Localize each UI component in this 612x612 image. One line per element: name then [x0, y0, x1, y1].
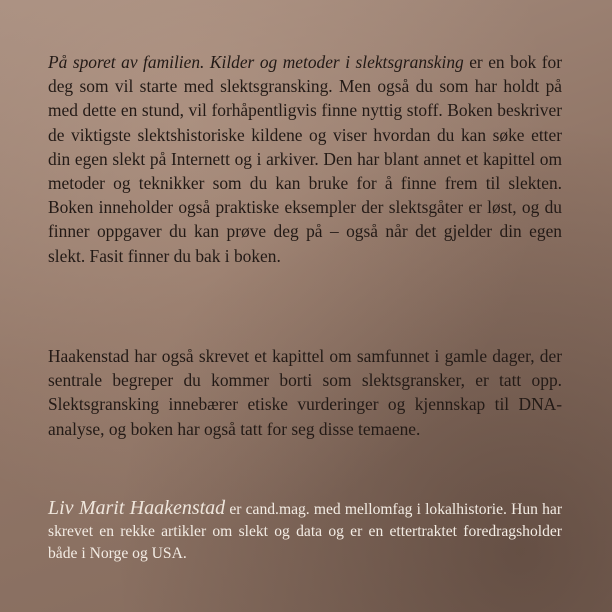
blurb-paragraph-1-text: er en bok for deg som vil starte med slektsgransking. Men også du som har holdt på med dette en stund, vil forhåpentligvis finne nyttig stoff. Boken beskriver de viktigste slektshistoriske kildene og viser hvordan du kan søke etter din egen slekt på Internett og i arkiver. Den har blant annet et kapittel om metoder og teknikker som du kan bruke for å finne frem til slekten. Boken inneholder også praktiske eksempler der slektsgåter er løst, og du finner oppgaver du kan prøve deg på – også når det gjelder din egen slekt. Fasit finner du bak i boken. [48, 52, 562, 266]
author-bio-text: er cand.mag. med mellomfag i lokalhistorie. Hun har skrevet en rekke artikler om slekt og data og er en ettertraktet foredragsholder både i Norge og USA. [48, 501, 563, 562]
book-title: På sporet av familien. Kilder og metoder i slektsgransking [48, 52, 464, 72]
author-bio [48, 497, 562, 565]
blurb-paragraph-2 [48, 344, 562, 441]
blurb-paragraph-1 [48, 50, 562, 268]
blurb-paragraph-2-text: Haakenstad har også skrevet et kapittel om samfunnet i gamle dager, der sentrale begreper du kommer borti som slektsgransker, er tatt opp. Slektsgransking innebærer etiske vurderinger og kjennskap til DNA-analyse, og boken har også tatt for seg disse temaene. [48, 346, 562, 439]
author-name: Liv Marit Haakenstad [48, 497, 226, 519]
